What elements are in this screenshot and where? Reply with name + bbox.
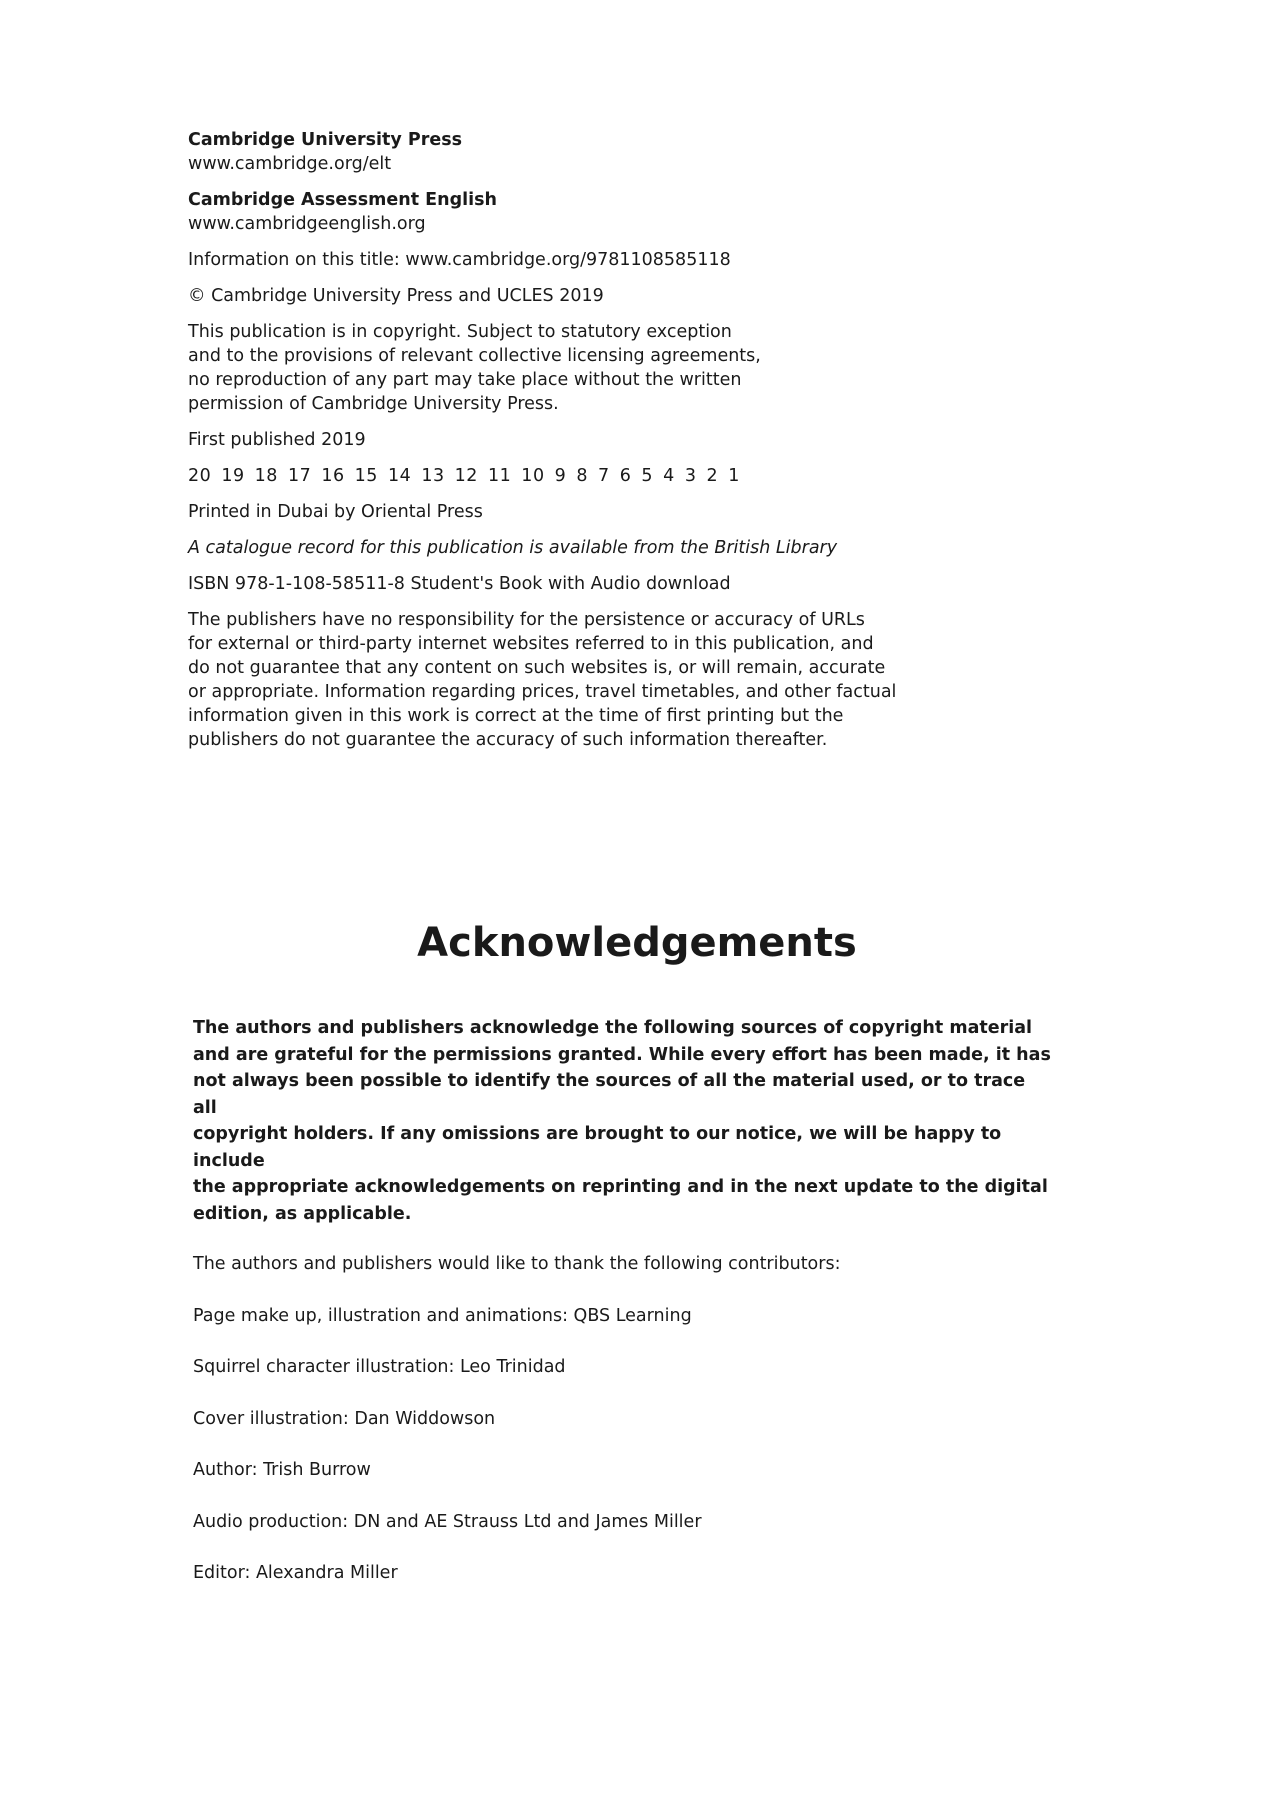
isbn-line: ISBN 978-1-108-58511-8 Student's Book with Audio download — [188, 574, 731, 594]
url-disclaimer: The publishers have no responsibility for the persistence or accuracy of URLs for external or third-party internet websites referred to in this publication, and do not guarantee that any content on such websites is, or will remain, accurate or appropriate. Information regarding prices, travel timetables, and other factual information given in this work is correct at the time of first printing but the publishers do not guarantee the accuracy of such information thereafter. — [188, 610, 897, 750]
copyright-line: © Cambridge University Press and UCLES 2019 — [188, 286, 604, 306]
credit-line: Audio production: DN and AE Strauss Ltd and James Miller — [193, 1511, 702, 1532]
publisher-url: www.cambridge.org/elt — [188, 154, 392, 174]
imprint-section — [188, 128, 968, 764]
publisher-block — [188, 128, 968, 176]
printed-in: Printed in Dubai by Oriental Press — [188, 502, 483, 522]
credit-line: Squirrel character illustration: Leo Trinidad — [193, 1357, 566, 1377]
credit-line: Cover illustration: Dan Widdowson — [193, 1408, 496, 1429]
assessment-block — [188, 188, 968, 236]
credit-line: Editor: Alexandra Miller — [193, 1563, 398, 1583]
print-numbers: 20 19 18 17 16 15 14 13 12 11 10 9 8 7 6 5 4 3 2 1 — [188, 466, 740, 486]
title-information: Information on this title: www.cambridge.org/9781108585118 — [188, 250, 731, 270]
credit-line: Page make up, illustration and animations: QBS Learning — [193, 1305, 692, 1326]
credit-line: Author: Trish Burrow — [193, 1460, 371, 1480]
first-published: First published 2019 — [188, 430, 366, 450]
catalogue-record: A catalogue record for this publication is available from the British Library — [188, 538, 838, 558]
contributors-intro: The authors and publishers would like to thank the following contributors: — [193, 1254, 841, 1274]
acknowledgements-title: Acknowledgements — [417, 920, 857, 966]
assessment-url: www.cambridgeenglish.org — [188, 214, 426, 234]
assessment-name: Cambridge Assessment English — [188, 190, 497, 210]
acknowledgements-section — [193, 1015, 1053, 1612]
publisher-name: Cambridge University Press — [188, 130, 463, 150]
copyright-notice: This publication is in copyright. Subject to statutory exception and to the provisions of relevant collective licensing agreements, no reproduction of any part may take place without the written permission of Cambridge University Press. — [188, 322, 761, 414]
acknowledgements-lead: The authors and publishers acknowledge the following sources of copyright material and are grateful for the permissions granted. While every effort has been made, it has not always been possible to identify the sources of all the material used, or to trace all copyright holders. If any omissions are brought to our notice, we will be happy to include the appropriate acknowledgements on reprinting and in the next update to the digital edition, as applicable. — [193, 1018, 1051, 1224]
